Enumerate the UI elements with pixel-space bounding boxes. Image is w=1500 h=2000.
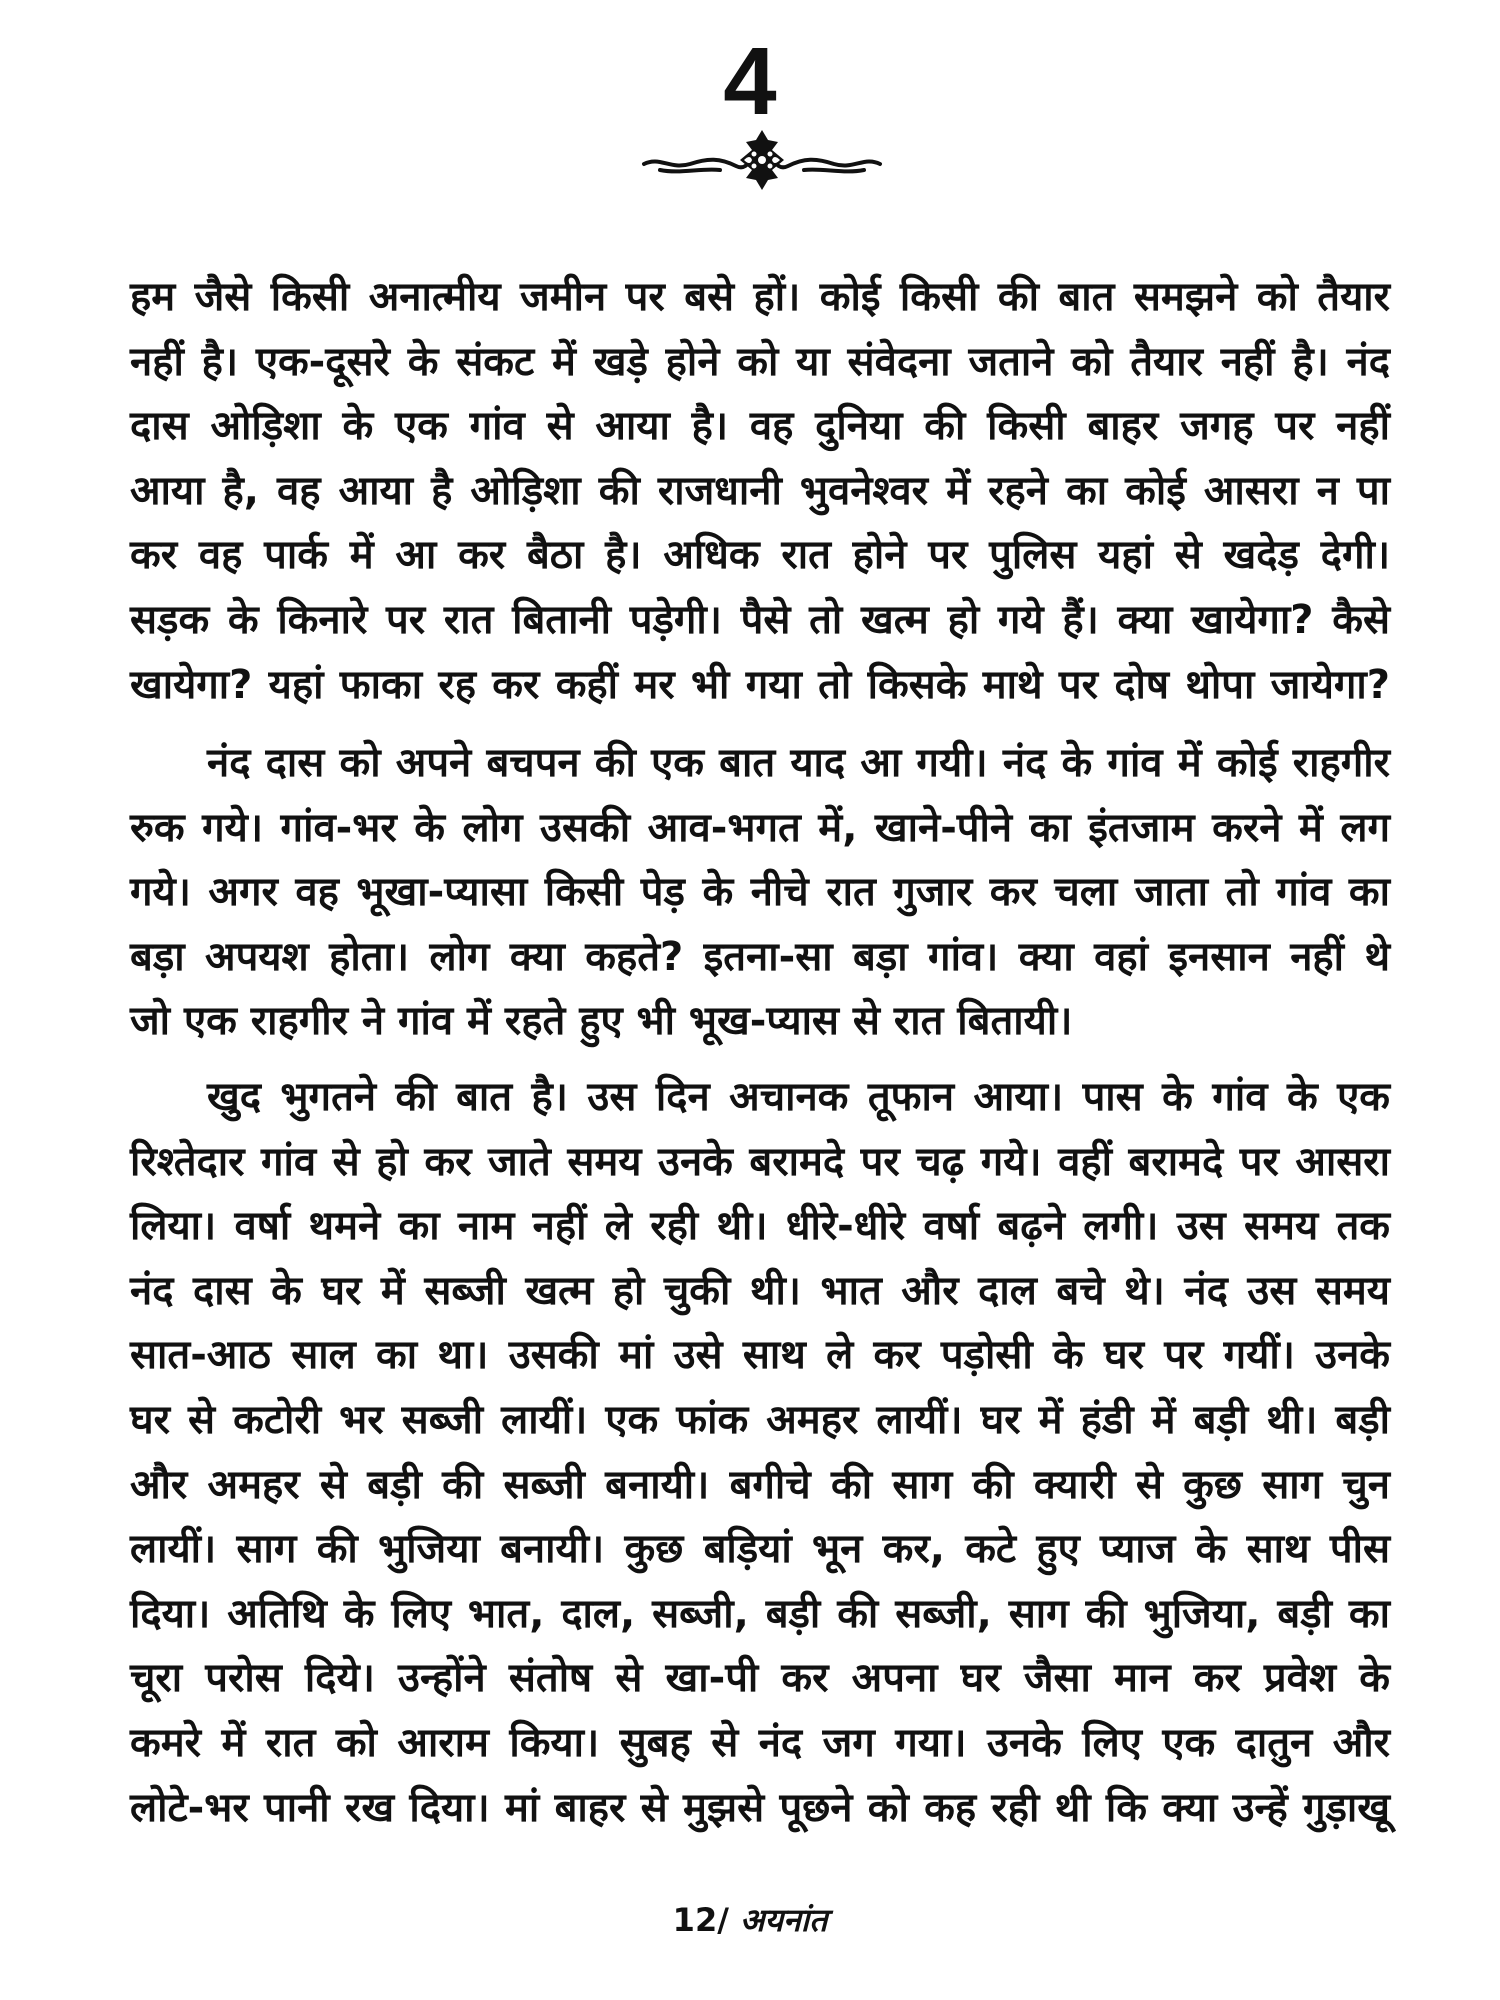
floral-divider-ornament-icon	[640, 128, 884, 192]
text-line: लोटे-भर पानी रख दिया। मां बाहर से मुझसे पूछने को कह रही थी कि क्या उन्हें गुड़ाखू	[130, 1784, 1390, 1831]
text-line: दिया। अतिथि के लिए भात, दाल, सब्जी, बड़ी की सब्जी, साग की भुजिया, बड़ी का	[130, 1590, 1390, 1637]
text-line: नंद दास को अपने बचपन की एक बात याद आ गयी। नंद के गांव में कोई राहगीर	[207, 740, 1390, 786]
text-line: रिश्तेदार गांव से हो कर जाते समय उनके बरामदे पर चढ़ गये। वहीं बरामदे पर आसरा	[130, 1138, 1390, 1185]
text-line: गये। अगर वह भूखा-प्यासा किसी पेड़ के नीचे रात गुजार कर चला जाता तो गांव का	[130, 869, 1390, 916]
text-line: सड़क के किनारे पर रात बितानी पड़ेगी। पैसे तो खत्म हो गये हैं। क्या खायेगा? कैसे	[130, 596, 1390, 643]
paragraph-2	[130, 731, 1390, 1054]
footer-separator: /	[717, 1901, 729, 1939]
paragraph-3	[130, 1065, 1390, 1840]
page-footer	[0, 1898, 1500, 1942]
text-line: नहीं है। एक-दूसरे के संकट में खड़े होने को या संवेदना जताने को तैयार नहीं है। नंद	[130, 338, 1390, 385]
text-line: जो एक राहगीर ने गांव में रहते हुए भी भूख-प्यास से रात बितायी।	[130, 998, 1073, 1045]
text-line: कर वह पार्क में आ कर बैठा है। अधिक रात होने पर पुलिस यहां से खदेड़ देगी।	[130, 532, 1390, 579]
text-line: चूरा परोस दिये। उन्होंने संतोष से खा-पी कर अपना घर जैसा मान कर प्रवेश के	[130, 1655, 1390, 1702]
text-line: खायेगा? यहां फाका रह कर कहीं मर भी गया तो किसके माथे पर दोष थोपा जायेगा?	[130, 661, 1390, 708]
text-line: खुद भुगतने की बात है। उस दिन अचानक तूफान आया। पास के गांव के एक	[207, 1074, 1390, 1120]
text-line: लायीं। साग की भुजिया बनायी। कुछ बड़ियां भून कर, कटे हुए प्याज के साथ पीस	[130, 1526, 1390, 1573]
text-line: नंद दास के घर में सब्जी खत्म हो चुकी थी। भात और दाल बचे थे। नंद उस समय	[130, 1267, 1390, 1314]
text-line: और अमहर से बड़ी की सब्जी बनायी। बगीचे की साग की क्यारी से कुछ साग चुन	[130, 1461, 1390, 1508]
chapter-number: 4	[723, 28, 777, 135]
text-line: घर से कटोरी भर सब्जी लायीं। एक फांक अमहर लायीं। घर में हंडी में बड़ी थी। बड़ी	[130, 1396, 1390, 1443]
text-line: सात-आठ साल का था। उसकी मां उसे साथ ले कर पड़ोसी के घर पर गयीं। उनके	[130, 1332, 1390, 1379]
text-line: रुक गये। गांव-भर के लोग उसकी आव-भगत में, खाने-पीने का इंतजाम करने में लग	[130, 804, 1390, 851]
text-line: बड़ा अपयश होता। लोग क्या कहते? इतना-सा बड़ा गांव। क्या वहां इनसान नहीं थे	[130, 933, 1390, 980]
page-number: 12	[672, 1901, 718, 1939]
text-line: दास ओड़िशा के एक गांव से आया है। वह दुनिया की किसी बाहर जगह पर नहीं	[130, 403, 1390, 450]
text-line: लिया। वर्षा थमने का नाम नहीं ले रही थी। धीरे-धीरे वर्षा बढ़ने लगी। उस समय तक	[130, 1203, 1390, 1250]
text-line: हम जैसे किसी अनात्मीय जमीन पर बसे हों। कोई किसी की बात समझने को तैयार	[130, 274, 1390, 320]
text-line: आया है, वह आया है ओड़िशा की राजधानी भुवनेश्वर में रहने का कोई आसरा न पा	[130, 467, 1390, 514]
text-line: कमरे में रात को आराम किया। सुबह से नंद जग गया। उनके लिए एक दातुन और	[130, 1719, 1390, 1766]
book-title: अयनांत	[740, 1901, 828, 1939]
paragraph-1	[130, 265, 1390, 717]
